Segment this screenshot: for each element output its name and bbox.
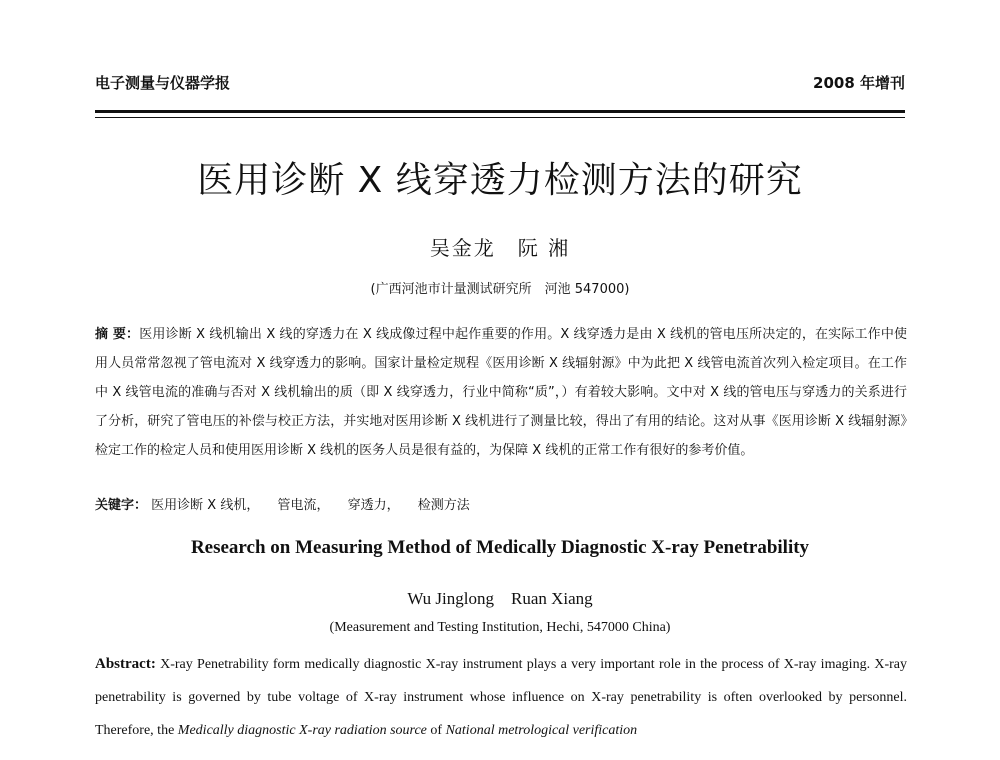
english-abstract-italic-verification: National metrological verification (445, 723, 638, 738)
keyword-item: 检测方法 (417, 498, 470, 513)
chinese-abstract (95, 320, 907, 465)
keyword-item: 医用诊断 X 线机， (151, 498, 260, 513)
keyword-item: 管电流， (277, 498, 330, 513)
header-rule-thick (95, 110, 905, 113)
english-title: Research on Measuring Method of Medically Diagnostic X-ray Penetrability (190, 537, 810, 558)
header-rule-thin (95, 117, 905, 118)
chinese-authors: 吴金龙 阮 湘 (429, 236, 571, 260)
issue-label: 2008 年增刊 (813, 74, 905, 92)
english-affiliation: (Measurement and Testing Institution, Hechi, 547000 China) (329, 620, 671, 635)
english-abstract-label: Abstract: (95, 656, 156, 672)
chinese-keywords (95, 496, 907, 516)
english-abstract-text: X-ray Penetrability form medically diagnostic X-ray instrument plays a very important role in the process of X-ray imaging. X-ray penetrability is governed by tube voltage of X-ray instrument whose influence on X-ray penetrability is often overlooked by personnel. Therefore, the (95, 657, 907, 738)
english-abstract-italic-source: Medically diagnostic X-ray radiation source (177, 723, 427, 738)
journal-header (95, 72, 905, 100)
english-abstract (95, 648, 907, 747)
chinese-title: 医用诊断 X 线穿透力检测方法的研究 (197, 160, 803, 201)
english-abstract-text-of: of (426, 723, 446, 738)
chinese-abstract-label: 摘 要： (95, 327, 140, 342)
keyword-item: 穿透力， (347, 498, 400, 513)
journal-name: 电子测量与仪器学报 (95, 74, 231, 92)
chinese-affiliation: (广西河池市计量测试研究所 河池 547000) (370, 282, 630, 297)
chinese-abstract-text: 医用诊断 X 线机输出 X 线的穿透力在 X 线成像过程中起作重要的作用。X 线穿透力是由 X 线机的管电压所决定的，在实际工作中使用人员常常忽视了管电流对 X 线穿透力的影响。国家计量检定规程《医用诊断 X 线辐射源》中为此把 X 线管电流首次列入检定项目。在工作中 X 线管电流的准确与否对 X 线机输出的质（即 X 线穿透力，行业中简称“质”，）有着较大影响。文中对 X 线的管电压与穿透力的关系进行了分析，研究了管电压的补偿与校正方法，并实地对医用诊断 X 线机进行了测量比较，得出了有用的结论。这对从事《医用诊断 X 线辐射源》检定工作的检定人员和使用医用诊断 X 线机的医务人员是很有益的，为保障 X 线机的正常工作有很好的参考价值。 (95, 327, 907, 458)
english-authors: Wu Jinglong Ruan Xiang (407, 589, 593, 608)
keywords-label: 关键字： (95, 498, 148, 513)
